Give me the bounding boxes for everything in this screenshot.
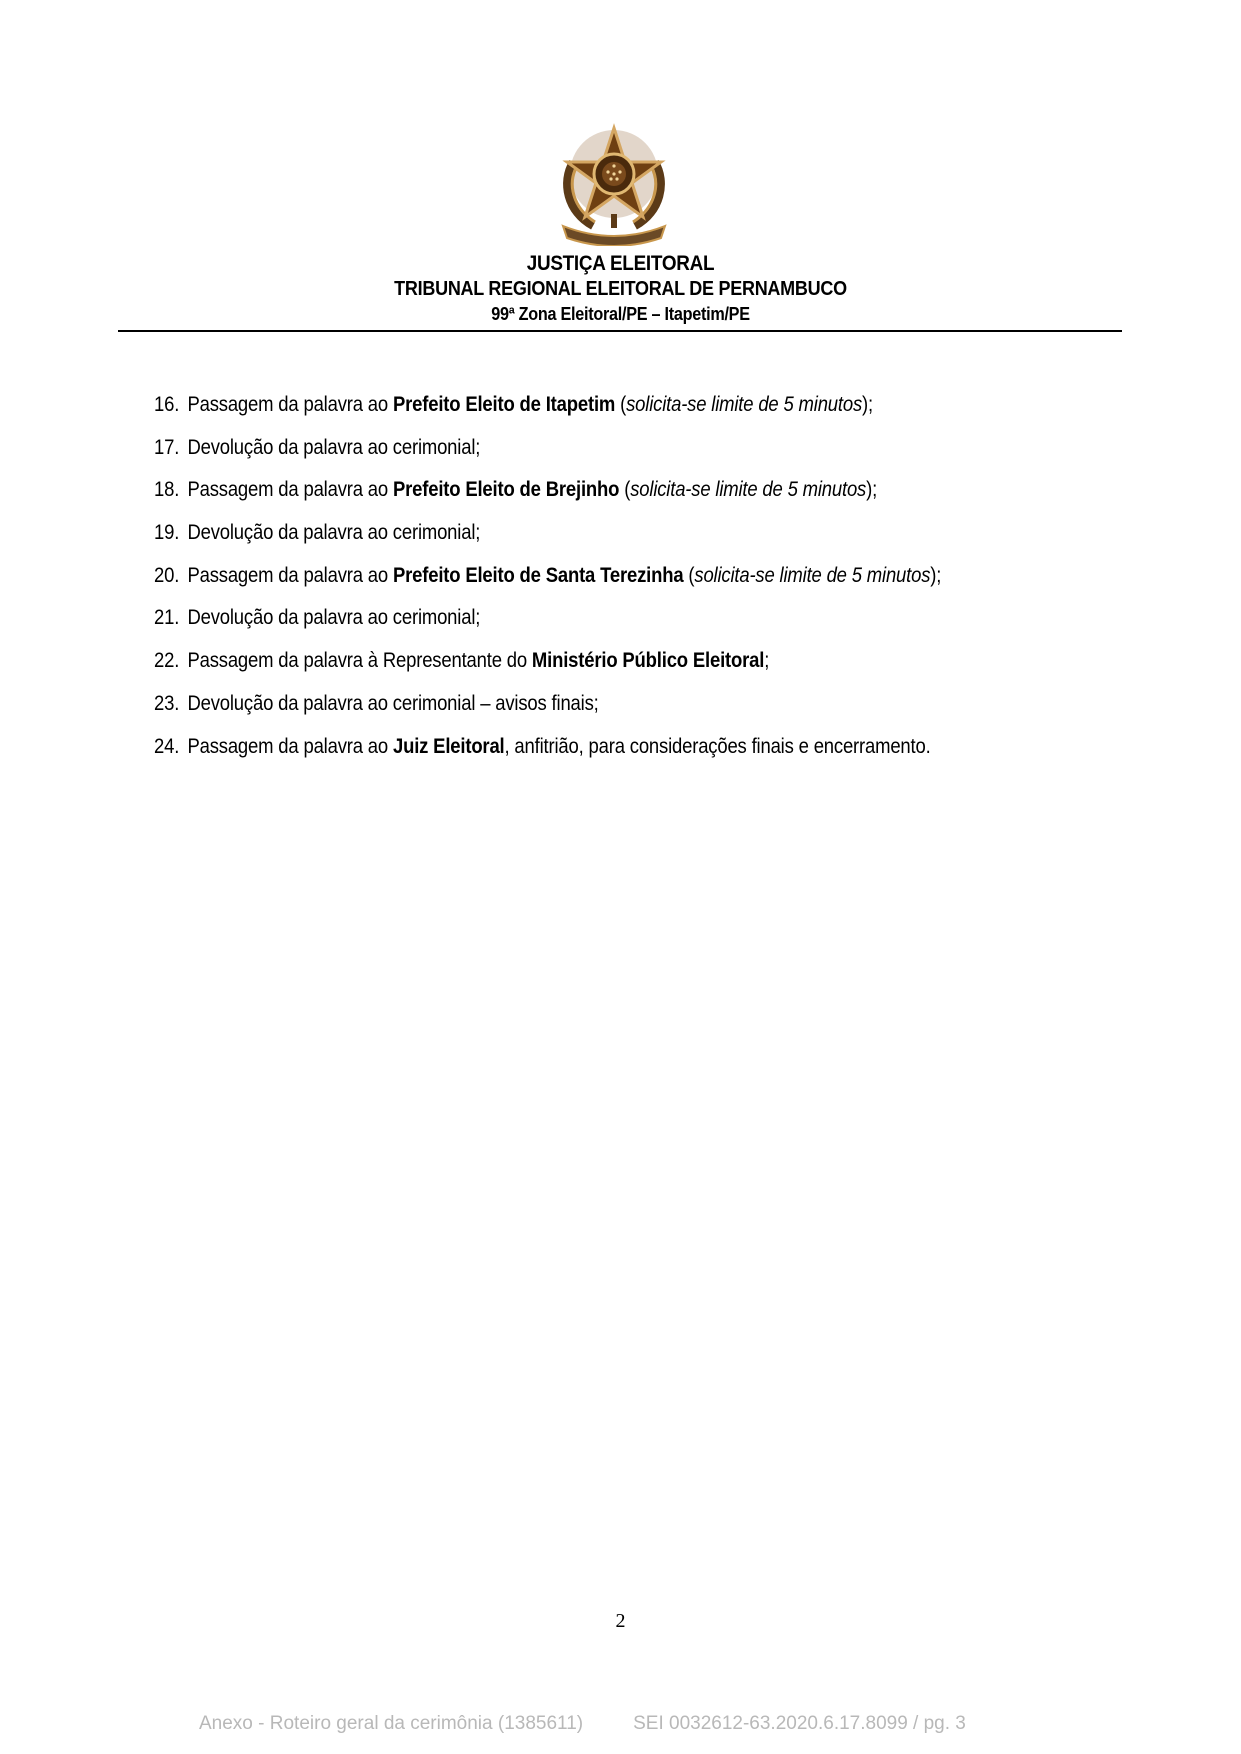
item-bold: Prefeito Eleito de Itapetim <box>392 393 616 416</box>
item-text: Passagem da palavra ao <box>187 393 393 416</box>
list-item <box>154 518 981 561</box>
item-number: 19. <box>154 521 180 545</box>
item-bold: Prefeito Eleito de Santa Terezinha <box>392 563 684 587</box>
item-number: 20. <box>154 563 180 587</box>
footer-annex-label: Anexo - Roteiro geral da cerimônia (1385611) <box>199 1713 584 1734</box>
list-item <box>154 603 981 646</box>
item-italic: solicita-se limite de 5 minutos <box>630 478 867 502</box>
list-item <box>154 646 981 689</box>
item-number: 21. <box>154 606 180 630</box>
item-text: , anfitrião, para considerações finais e encerramento. <box>504 734 931 758</box>
item-bold: Prefeito Eleito de Brejinho <box>392 478 620 502</box>
brazil-coat-of-arms-icon <box>553 122 675 246</box>
item-text: Passagem da palavra ao <box>187 734 393 758</box>
item-text: ); <box>862 393 873 416</box>
item-text: Passagem da palavra à Representante do <box>187 649 532 673</box>
header-zona-eleitoral: 99ª Zona Eleitoral/PE – Itapetim/PE <box>491 304 750 324</box>
item-text: Passagem da palavra ao <box>187 478 393 502</box>
agenda-list <box>154 390 1094 774</box>
item-text: ); <box>866 478 878 502</box>
item-number: 16. <box>154 393 180 416</box>
item-text: ( <box>619 478 631 502</box>
item-text: Devolução da palavra ao cerimonial; <box>187 435 481 459</box>
item-text: Passagem da palavra ao <box>187 563 393 587</box>
list-item <box>154 689 981 732</box>
item-text: Devolução da palavra ao cerimonial; <box>187 606 481 630</box>
item-text: ( <box>683 563 695 587</box>
list-item <box>154 732 981 775</box>
item-italic: solicita-se limite de 5 minutos <box>626 393 863 416</box>
header-divider <box>118 330 1122 332</box>
header-tribunal: TRIBUNAL REGIONAL ELEITORAL DE PERNAMBUCO <box>394 278 847 300</box>
list-item <box>154 561 981 604</box>
item-number: 17. <box>154 435 180 459</box>
item-number: 23. <box>154 691 180 715</box>
item-bold: Ministério Público Eleitoral <box>531 649 765 673</box>
list-item <box>154 433 981 476</box>
item-text: ; <box>764 649 770 673</box>
item-bold: Juiz Eleitoral <box>392 734 505 758</box>
list-item <box>154 390 981 433</box>
item-text: ( <box>615 393 627 416</box>
header-justica-eleitoral: JUSTIÇA ELEITORAL <box>526 252 715 275</box>
item-number: 22. <box>154 649 180 673</box>
item-text: Devolução da palavra ao cerimonial – avisos finais; <box>187 691 599 715</box>
list-item <box>154 475 981 518</box>
page-number: 2 <box>615 1610 626 1632</box>
document-footer <box>199 1713 966 1735</box>
item-text: Devolução da palavra ao cerimonial; <box>187 521 481 545</box>
footer-sei-reference: SEI 0032612-63.2020.6.17.8099 / pg. 3 <box>633 1713 966 1734</box>
item-number: 18. <box>154 478 180 502</box>
item-italic: solicita-se limite de 5 minutos <box>694 563 931 587</box>
item-text: ); <box>930 563 942 587</box>
item-number: 24. <box>154 734 180 758</box>
